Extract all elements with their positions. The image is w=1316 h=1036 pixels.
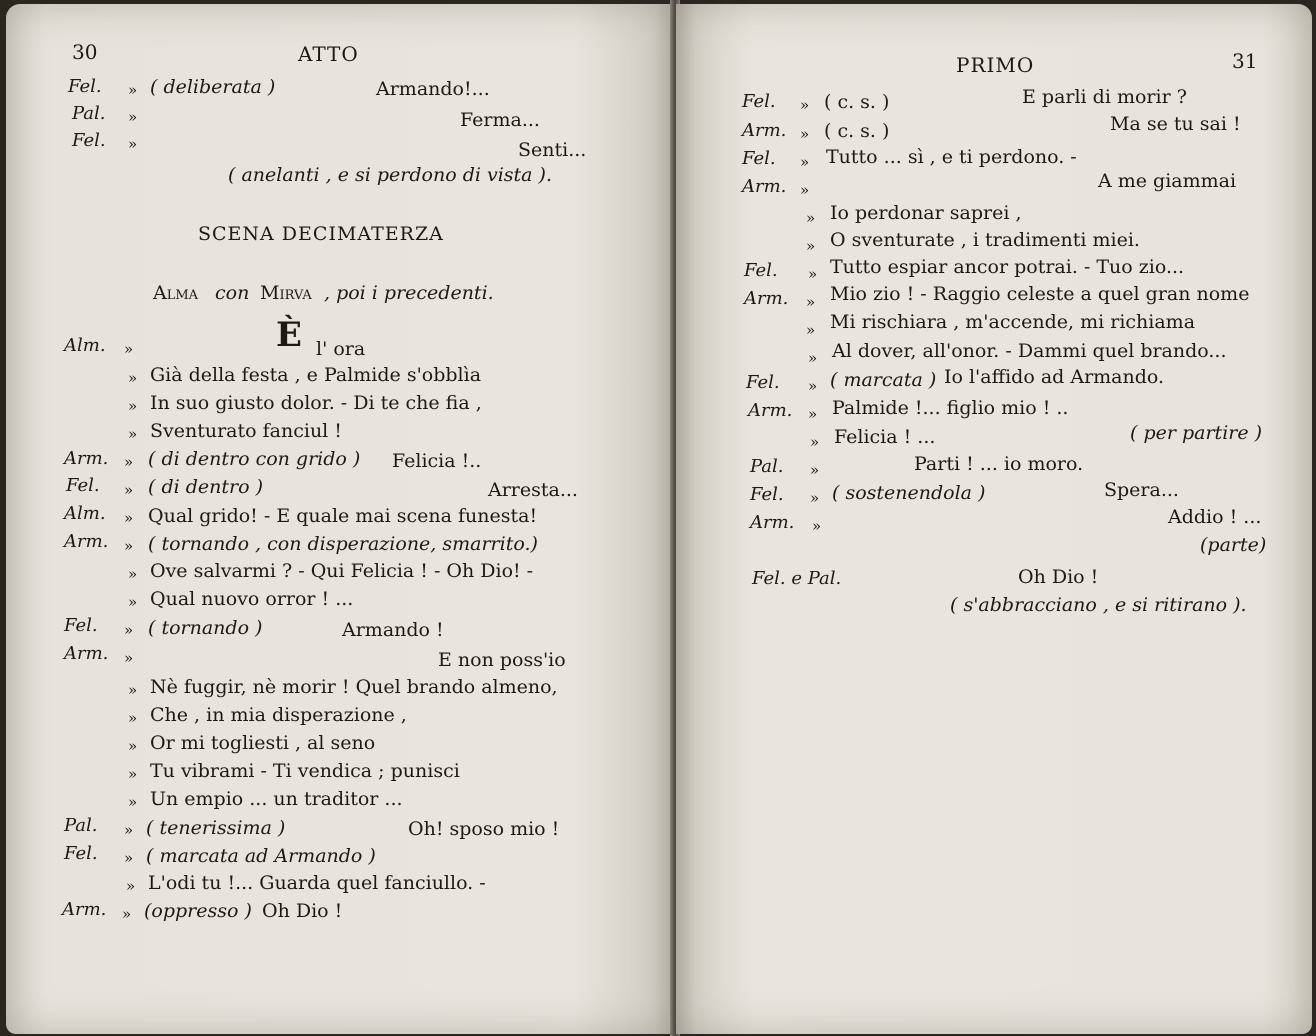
speaker: Pal.: [750, 456, 784, 477]
stage-direction: ( s'abbracciano , e si ritirano ).: [950, 594, 1247, 616]
quote-mark: »: [124, 453, 134, 471]
verse-text: E non poss'io: [438, 649, 566, 671]
stage-direction: ( sostenendola ): [832, 482, 986, 504]
verse-text: Qual nuovo orror ! ...: [150, 588, 354, 610]
speaker: Arm.: [64, 643, 109, 664]
verse-text: Già della festa , e Palmide s'obblìa: [150, 364, 482, 386]
speaker: Fel.: [746, 372, 780, 393]
stage-direction: ( di dentro ): [148, 476, 263, 498]
quote-mark: »: [128, 681, 138, 699]
verse-text: Sventurato fanciul !: [150, 420, 342, 442]
speaker: Fel.: [742, 148, 776, 169]
speaker: Fel.: [64, 615, 98, 636]
quote-mark: »: [124, 649, 134, 667]
verse-text: Parti ! ... io moro.: [914, 453, 1084, 475]
verse-text: Tu vibrami - Ti vendica ; punisci: [150, 760, 460, 782]
quote-mark: »: [124, 509, 134, 527]
stage-direction: ( di dentro con grido ): [148, 448, 361, 470]
speaker: Pal.: [72, 103, 106, 124]
verse-text: Felicia !..: [392, 450, 482, 472]
verse-text: E parli di morir ?: [1022, 86, 1187, 108]
drop-capital: È: [276, 315, 302, 355]
speaker: Fel.: [64, 843, 98, 864]
stage-direction: ( c. s. ): [824, 120, 890, 142]
verse-text: Oh Dio !: [262, 900, 343, 922]
speaker: Arm.: [64, 531, 109, 552]
verse-text: Felicia ! ...: [834, 426, 936, 448]
verse-text: Palmide !... figlio mio ! ..: [832, 397, 1069, 419]
verse-text: Io perdonar saprei ,: [830, 202, 1022, 224]
verse-text: Tutto ... sì , e ti perdono. -: [826, 146, 1077, 168]
speaker: Fel.: [742, 91, 776, 112]
speaker: Fel.: [750, 484, 784, 505]
quote-mark: »: [124, 821, 134, 839]
verse-text: Ove salvarmi ? - Qui Felicia ! - Oh Dio! -: [150, 560, 534, 582]
quote-mark: »: [810, 461, 820, 479]
verse-text: Un empio ... un traditor ...: [150, 788, 403, 810]
speaker: Fel. e Pal.: [752, 568, 842, 589]
running-header-right: PRIMO: [956, 53, 1035, 77]
quote-mark: »: [128, 425, 138, 443]
verse-text: Spera...: [1104, 479, 1179, 501]
stage-direction: ( per partire ): [1130, 422, 1263, 444]
quote-mark: »: [806, 209, 816, 227]
quote-mark: »: [808, 405, 818, 423]
stage-direction: ( tenerissima ): [146, 817, 286, 839]
speaker: Arm.: [62, 899, 107, 920]
quote-mark: »: [810, 433, 820, 451]
quote-mark: »: [128, 709, 138, 727]
quote-mark: »: [810, 489, 820, 507]
speaker: Arm.: [64, 448, 109, 469]
stage-direction: ( deliberata ): [150, 76, 276, 98]
verse-text: Che , in mia disperazione ,: [150, 704, 407, 726]
stage-direction: (oppresso ): [144, 900, 252, 922]
verse-text: Nè fuggir, nè morir ! Quel brando almeno,: [150, 676, 558, 698]
stage-direction: ( anelanti , e si perdono di vista ).: [228, 164, 552, 186]
quote-mark: »: [808, 265, 818, 283]
running-header-left: ATTO: [298, 42, 359, 66]
quote-mark: »: [808, 349, 818, 367]
verse-text: Or mi togliesti , al seno: [150, 732, 376, 754]
stage-direction: ( tornando , con disperazione, smarrito.): [148, 533, 538, 555]
speaker: Fel.: [72, 130, 106, 151]
quote-mark: »: [124, 621, 134, 639]
stage-direction: con: [215, 282, 250, 304]
speaker: Fel.: [744, 260, 778, 281]
verse-text: Mio zio ! - Raggio celeste a quel gran nome: [830, 283, 1250, 305]
quote-mark: »: [128, 81, 138, 99]
quote-mark: »: [128, 135, 138, 153]
quote-mark: »: [124, 340, 134, 358]
stage-direction: ( c. s. ): [824, 91, 890, 113]
stage-direction: ( tornando ): [148, 617, 263, 639]
quote-mark: »: [124, 849, 134, 867]
speaker: Arm.: [742, 176, 787, 197]
verse-text: Ma se tu sai !: [1110, 113, 1241, 135]
speaker: Arm.: [748, 400, 793, 421]
quote-mark: »: [128, 369, 138, 387]
quote-mark: »: [128, 737, 138, 755]
stage-direction: ( marcata ): [830, 369, 937, 391]
quote-mark: »: [126, 877, 136, 895]
speaker: Pal.: [64, 815, 98, 836]
speaker: Fel.: [68, 76, 102, 97]
verse-text: A me giammai: [1098, 170, 1237, 192]
stage-direction: (parte): [1200, 534, 1267, 556]
page-number-right: 31: [1232, 49, 1258, 73]
quote-mark: »: [812, 517, 822, 535]
quote-mark: »: [128, 108, 138, 126]
verse-text: Oh Dio !: [1018, 566, 1099, 588]
verse-text: Io l'affido ad Armando.: [944, 366, 1165, 388]
stage-direction: ( marcata ad Armando ): [146, 845, 376, 867]
speaker: Arm.: [750, 512, 795, 533]
quote-mark: »: [128, 793, 138, 811]
verse-text: Senti...: [518, 139, 587, 161]
quote-mark: »: [800, 153, 810, 171]
verse-text: Armando !: [342, 619, 444, 641]
quote-mark: »: [124, 481, 134, 499]
speaker: Alm.: [64, 335, 106, 356]
verse-text: Oh! sposo mio !: [408, 818, 560, 840]
verse-text: L'odi tu !... Guarda quel fanciullo. -: [148, 872, 486, 894]
verse-text: Tutto espiar ancor potrai. - Tuo zio...: [830, 256, 1185, 278]
quote-mark: »: [128, 397, 138, 415]
page-number-left: 30: [72, 40, 98, 64]
character-name: Alma: [153, 282, 199, 304]
verse-text: In suo giusto dolor. - Di te che fia ,: [150, 392, 482, 414]
quote-mark: »: [122, 905, 132, 923]
verse-text: O sventurate , i tradimenti miei.: [830, 229, 1140, 251]
quote-mark: »: [800, 125, 810, 143]
stage-direction: , poi i precedenti.: [324, 282, 494, 304]
quote-mark: »: [128, 593, 138, 611]
quote-mark: »: [806, 293, 816, 311]
quote-mark: »: [800, 181, 810, 199]
quote-mark: »: [124, 537, 134, 555]
verse-text: Addio ! ...: [1168, 506, 1262, 528]
character-name: Mirva: [260, 282, 312, 304]
verse-text: l' ora: [316, 338, 366, 360]
verse-text: Armando!...: [376, 78, 490, 100]
verse-text: Al dover, all'onor. - Dammi quel brando...: [832, 340, 1227, 362]
verse-text: Mi rischiara , m'accende, mi richiama: [830, 311, 1196, 333]
quote-mark: »: [806, 237, 816, 255]
scene-title: SCENA DECIMATERZA: [198, 223, 444, 245]
quote-mark: »: [800, 96, 810, 114]
verse-text: Qual grido! - E quale mai scena funesta!: [148, 505, 538, 527]
speaker: Arm.: [742, 120, 787, 141]
speaker: Alm.: [64, 503, 106, 524]
verse-text: Arresta...: [488, 479, 578, 501]
speaker: Fel.: [66, 475, 100, 496]
quote-mark: »: [806, 321, 816, 339]
speaker: Arm.: [744, 288, 789, 309]
quote-mark: »: [128, 565, 138, 583]
quote-mark: »: [128, 765, 138, 783]
verse-text: Ferma...: [460, 109, 540, 131]
quote-mark: »: [808, 377, 818, 395]
